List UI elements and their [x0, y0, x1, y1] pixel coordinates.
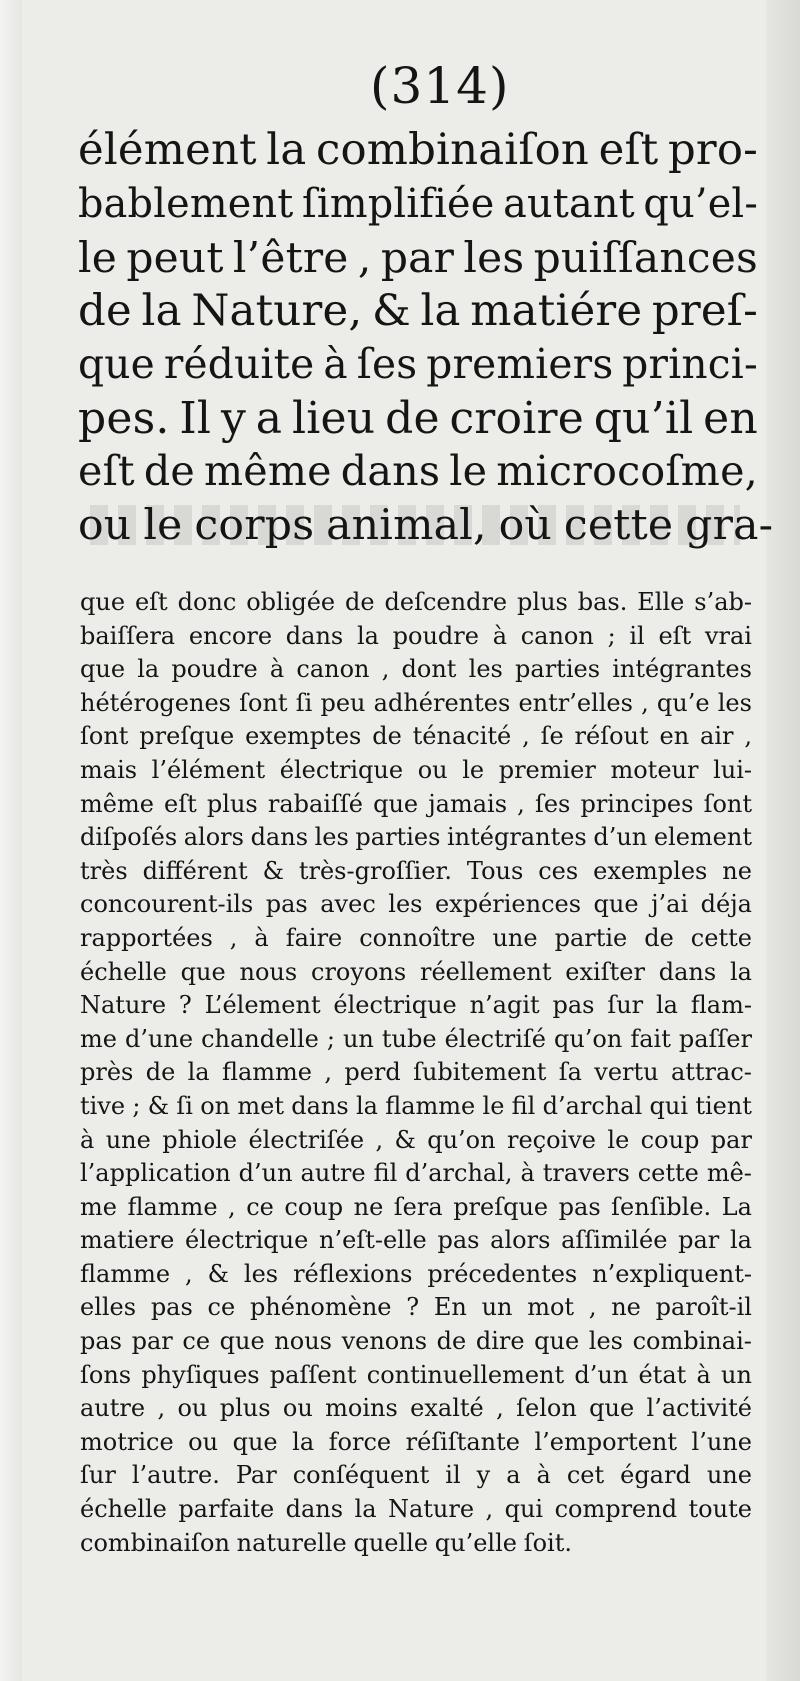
text-line: ſont preſque exemptes de ténacité , ſe réſout en air ,: [80, 722, 752, 751]
text-line: que réduite à ſes premiers princi-: [78, 340, 758, 388]
text-line: matiere électrique n’eſt-elle pas alors aſſimilée par la: [80, 1226, 752, 1255]
text-line: mais l’élément électrique ou le premier moteur lui-: [80, 755, 752, 784]
text-line: diſpoſés alors dans les parties intégrantes d’un element: [80, 823, 752, 852]
text-line: autre , ou plus ou moins exalté , ſelon que l’activité: [80, 1394, 752, 1423]
text-line: échelle parfaite dans la Nature , qui comprend toute: [80, 1495, 752, 1524]
text-line: tive ; & ſi on met dans la flamme le fil d’archal qui tient: [80, 1091, 752, 1120]
text-line: l’application d’un autre fil d’archal, à travers cette mê-: [80, 1159, 752, 1188]
text-line: pes. Il y a lieu de croire qu’il en: [78, 392, 758, 444]
page-number: (314): [370, 57, 510, 115]
text-line: ſur l’autre. Par conſéquent il y a à cet égard une: [80, 1461, 752, 1490]
text-line: que la poudre à canon , dont les parties intégrantes: [80, 655, 752, 684]
text-line: baiſſera encore dans la poudre à canon ; il eſt vrai: [80, 621, 752, 650]
text-line: pas par ce que nous venons de dire que les combinai-: [80, 1327, 752, 1356]
text-line: elles pas ce phénomène ? En un mot , ne paroît-il: [80, 1293, 752, 1322]
text-line: bablement ſimplifiée autant qu’el-: [78, 180, 758, 227]
text-line: motrice ou que la force réſiſtante l’emportent l’une: [80, 1427, 752, 1456]
text-line: que eſt donc obligée de deſcendre plus bas. Elle s’ab-: [80, 588, 752, 616]
text-line: à une phiole électriſée , & qu’on reçoive le coup par: [80, 1125, 752, 1154]
text-line: très différent & très-groſſier. Tous ces exemples ne: [80, 856, 752, 885]
text-line: hétérogenes ſont ſi peu adhérentes entr’elles , qu’e les: [80, 688, 752, 717]
text-line: flamme , & les réflexions précedentes n’expliquent-: [80, 1259, 752, 1288]
text-line: même eſt plus rabaiſſé que jamais , ſes principes ſont: [80, 789, 752, 818]
text-line: le peut l’être , par les puiſſances: [78, 233, 758, 282]
text-line: élément la combinaiſon eſt pro-: [78, 125, 758, 175]
text-line: près de la flamme , perd ſubitement ſa vertu attrac-: [80, 1058, 752, 1087]
text-line: rapportées , à faire connoître une partie de cette: [80, 923, 752, 952]
text-line: me flamme , ce coup ne ſera preſque pas ſenſible. La: [80, 1192, 752, 1221]
text-line: concourent-ils pas avec les expériences que j’ai déja: [80, 890, 752, 919]
lower-text-block: [80, 586, 752, 1560]
text-line: ſons phyſiques paſſent continuellement d’un état à un: [80, 1360, 752, 1389]
text-line: Nature ? L’élement électrique n’agit pas ſur la flam-: [80, 991, 752, 1020]
page-left-edge: [0, 0, 22, 1681]
text-line: de la Nature, & la matiére preſ-: [78, 285, 758, 336]
upper-text-block: [78, 124, 774, 552]
text-line: eſt de même dans le microcoſme,: [78, 447, 758, 495]
text-line: me d’une chandelle ; un tube électriſé qu’on fait paſſer: [80, 1024, 752, 1053]
text-line: ou le corps animal, où cette gra-: [78, 500, 774, 550]
text-line: combinaiſon naturelle quelle qu’elle ſoit.: [80, 1528, 572, 1557]
text-line: échelle que nous croyons réellement exiſter dans la: [80, 957, 752, 986]
page-right-edge: [766, 0, 800, 1681]
